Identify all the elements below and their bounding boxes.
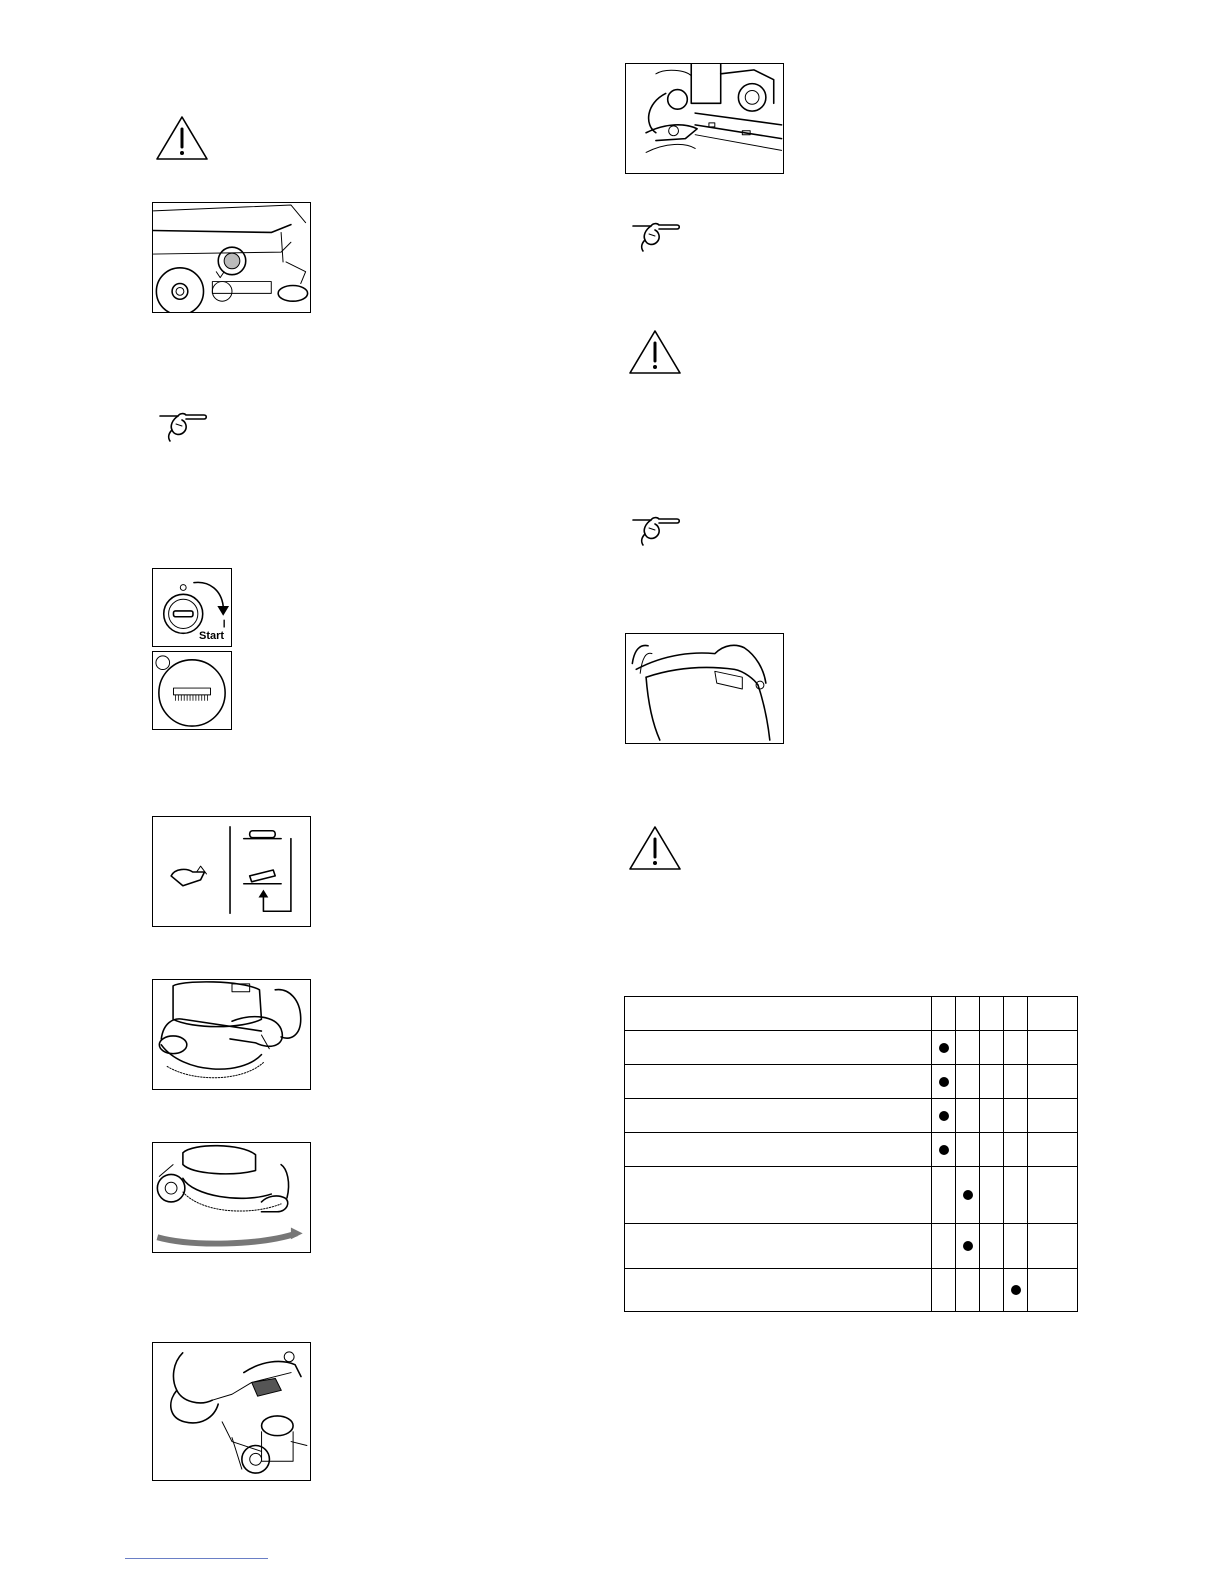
figure-brush-release <box>152 979 311 1090</box>
interval-cell <box>980 997 1004 1031</box>
figure-adjustment-knob <box>152 202 311 313</box>
maintenance-schedule-table <box>624 996 1078 1312</box>
interval-cell <box>956 997 980 1031</box>
interval-cell <box>1004 1133 1028 1167</box>
table-row <box>625 1269 1078 1312</box>
pointing-hand-icon <box>629 512 681 548</box>
interval-cell <box>932 1133 956 1167</box>
task-cell <box>625 1099 932 1133</box>
interval-cell <box>980 1031 1004 1065</box>
interval-cell <box>1028 1269 1078 1312</box>
interval-cell <box>1028 1031 1078 1065</box>
task-cell <box>625 1065 932 1099</box>
check-dot-icon <box>963 1190 973 1200</box>
figure-squeegee-hose <box>152 1342 311 1481</box>
task-cell <box>625 1133 932 1167</box>
start-label: Start <box>199 630 225 642</box>
figure-tank-lid <box>625 633 784 744</box>
figure-brush-lever <box>152 816 311 927</box>
interval-cell <box>1004 1065 1028 1099</box>
task-cell <box>625 1167 932 1224</box>
task-cell <box>625 1224 932 1269</box>
interval-cell <box>956 1031 980 1065</box>
interval-cell <box>956 1099 980 1133</box>
interval-cell <box>932 1269 956 1312</box>
interval-cell <box>1004 1167 1028 1224</box>
interval-cell <box>956 1167 980 1224</box>
check-dot-icon <box>963 1241 973 1251</box>
interval-cell <box>932 1099 956 1133</box>
figure-brush-indicator <box>152 651 232 730</box>
interval-cell <box>932 1065 956 1099</box>
figure-key-switch <box>152 568 232 647</box>
interval-cell <box>980 1167 1004 1224</box>
interval-cell <box>980 1133 1004 1167</box>
interval-cell <box>1028 1167 1078 1224</box>
task-cell <box>625 997 932 1031</box>
interval-cell <box>980 1099 1004 1133</box>
table-row <box>625 1031 1078 1065</box>
warning-triangle-icon <box>627 328 683 376</box>
table-row <box>625 1065 1078 1099</box>
interval-cell <box>1004 997 1028 1031</box>
interval-cell <box>1004 1031 1028 1065</box>
interval-cell <box>932 1167 956 1224</box>
interval-cell <box>1028 1133 1078 1167</box>
interval-cell <box>1004 1269 1028 1312</box>
pointing-hand-icon <box>629 218 681 254</box>
interval-cell <box>956 1224 980 1269</box>
table-row <box>625 1167 1078 1224</box>
interval-cell <box>956 1065 980 1099</box>
footer-rule <box>125 1558 268 1559</box>
interval-cell <box>1004 1224 1028 1269</box>
interval-cell <box>932 1224 956 1269</box>
figure-brush-motor <box>625 63 784 174</box>
task-cell <box>625 1269 932 1312</box>
figure-brush-removal <box>152 1142 311 1253</box>
warning-triangle-icon <box>627 824 683 872</box>
task-cell <box>625 1031 932 1065</box>
interval-cell <box>956 1269 980 1312</box>
table-row <box>625 1099 1078 1133</box>
interval-cell <box>980 1269 1004 1312</box>
interval-cell <box>932 1031 956 1065</box>
interval-cell <box>932 997 956 1031</box>
check-dot-icon <box>939 1111 949 1121</box>
interval-cell <box>1028 1065 1078 1099</box>
table-row <box>625 1224 1078 1269</box>
interval-cell <box>956 1133 980 1167</box>
check-dot-icon <box>939 1145 949 1155</box>
interval-cell <box>1028 1224 1078 1269</box>
interval-cell <box>1004 1099 1028 1133</box>
check-dot-icon <box>1011 1285 1021 1295</box>
table-row <box>625 1133 1078 1167</box>
pointing-hand-icon <box>156 408 208 444</box>
interval-cell <box>1028 1099 1078 1133</box>
interval-cell <box>1028 997 1078 1031</box>
interval-cell <box>980 1224 1004 1269</box>
warning-triangle-icon <box>154 114 210 162</box>
table-row <box>625 997 1078 1031</box>
interval-cell <box>980 1065 1004 1099</box>
check-dot-icon <box>939 1043 949 1053</box>
check-dot-icon <box>939 1077 949 1087</box>
